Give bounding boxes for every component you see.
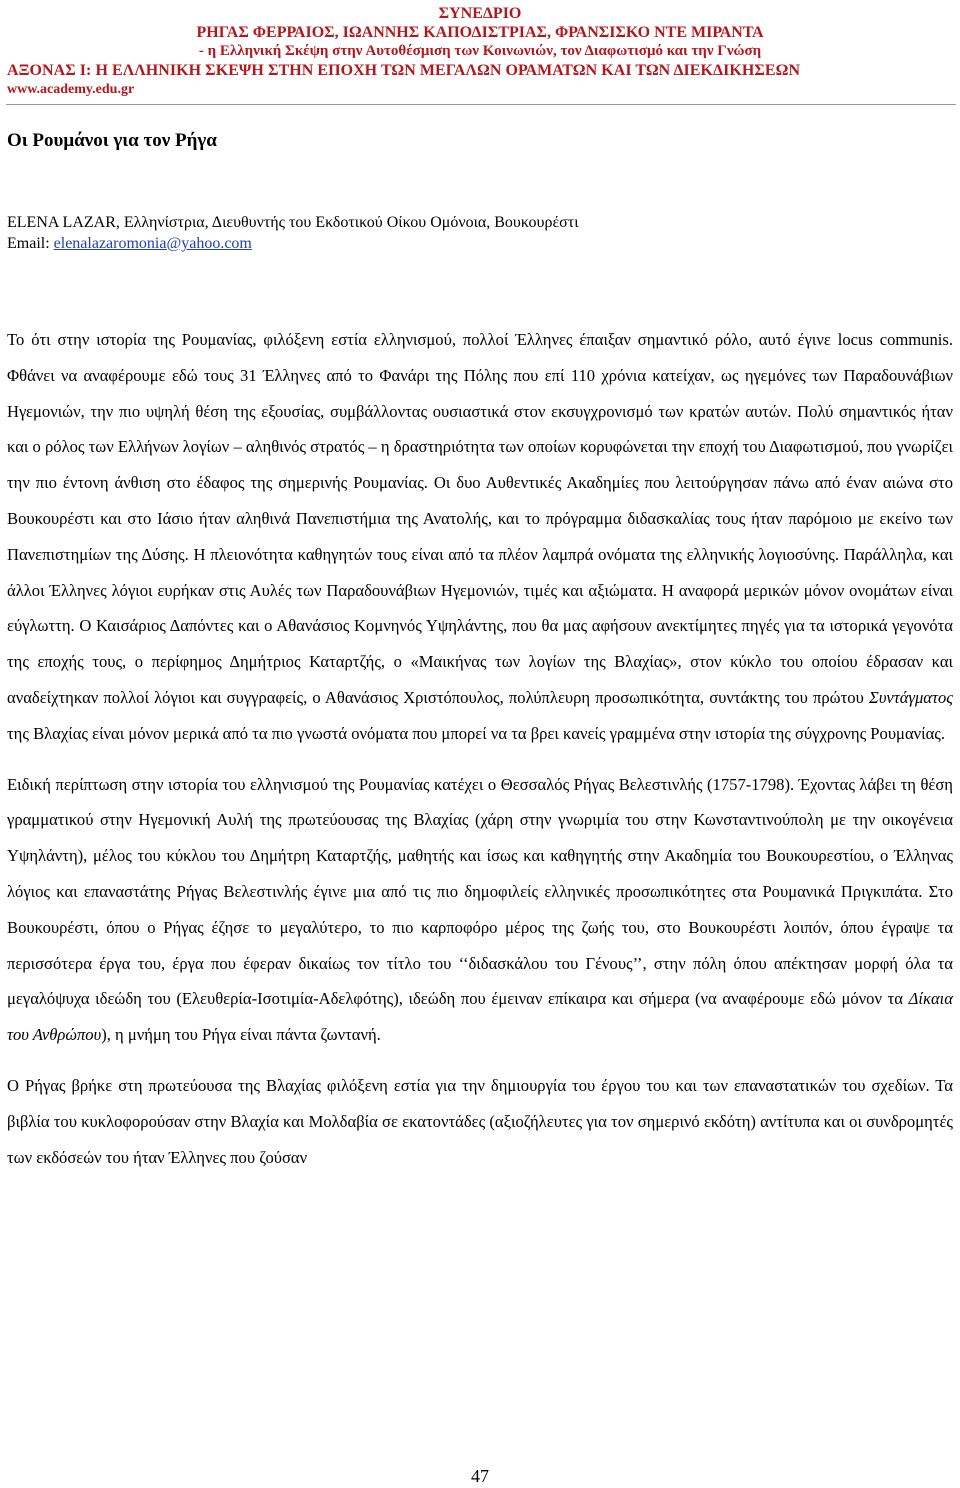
conference-header	[0, 4, 960, 99]
paragraph-2-text: Ειδική περίπτωση στην ιστορία του ελληνισμού της Ρουμανίας κατέχει ο Θεσσαλός Ρήγας Βελεστινλής (1757-1798). Έχοντας λάβει τη θέση γραμματικού στην Ηγεμονική Αυλή της πρωτεύουσας της Βλαχίας (χάρη στην γνωριμία του στην Κωνσταντινούπολη με την οικογένεια Υψηλάντη), μέλος του κύκλου του Δημήτρη Καταρτζής, μαθητής και ίσως και καθηγητής στην Ακαδημία του Βουκουρεστίου, ο Έλληνας λόγιος και επαναστάτης Ρήγας Βελεστινλής έγινε μια από τις πιο δημοφιλείς ελληνικές προσωπικότητες στα Ρουμανικά Πριγκιπάτα. Στο Βουκουρέστι, όπου ο Ρήγας έζησε το μεγαλύτερο, το πιο καρποφόρο μέρος της ζωής του, στο Βουκουρέστι λοιπόν, όπου έγραψε τα περισσότερα έργα του, έργα που έφεραν δικαίως τον τίτλο του ‘‘διδασκάλου του Γένους’’, στην πόλη όπου απέκτησαν μορφή όλα τα μεγαλόψυχα ιδεώδη του (Ελευθερία-Ισοτιμία-Αδελφότης), ιδεώδη που έμειναν επίκαιρα και σήμερα (να αναφέρουμε εδώ μόνον τα	[7, 774, 953, 1009]
author-block	[7, 212, 579, 254]
header-divider	[6, 104, 956, 105]
conference-axis: ΑΞΟΝΑΣ Ι: Η ΕΛΛΗΝΙΚΗ ΣΚΕΨΗ ΣΤΗΝ ΕΠΟΧΗ ΤΩΝ ΜΕΓΑΛΩΝ ΟΡΑΜΑΤΩΝ ΚΑΙ ΤΩΝ ΔΙΕΚΔΙΚΗΣΕΩΝ	[7, 62, 801, 79]
paragraph-1-italic: Συντάγματος	[868, 687, 953, 707]
paragraph-1-text: Το ότι στην ιστορία της Ρουμανίας, φιλόξενη εστία ελληνισμού, πολλοί Έλληνες έπαιξαν σημαντικό ρόλο, αυτό έγινε locus communis. Φθάνει να αναφέρουμε εδώ τους 31 Έλληνες από το Φανάρι της Πόλης που επί 110 χρόνια κατείχαν, ως ηγεμόνες των Παραδουνάβιων Ηγεμονιών, την πιο υψηλή θέση της εξουσίας, συμβάλλοντας ουσιαστικά στον εκσυγχρονισμό των κρατών αυτών. Πολύ σημαντικός ήταν και ο ρόλος των Ελλήνων λογίων – αληθινός στρατός – η δραστηριότητα των οποίων κορυφώνεται την εποχή του Διαφωτισμού, που γνωρίζει την πιο έντονη άνθιση στο έδαφος της σημερινής Ρουμανίας. Οι δυο Αυθεντικές Ακαδημίες που λειτούργησαν πάνω από έναν αιώνα στο Βουκουρέστι και στο Ιάσιο ήταν αληθινά Πανεπιστήμια της Ανατολής, και το πρόγραμμα διδασκαλίας τους ήταν παρόμοιο με εκείνο των Πανεπιστημίων της Δύσης. Η πλειονότητα καθηγητών τους είναι από τα πλέον λαμπρά ονόματα της ελληνικής λογιοσύνης. Παράλληλα, και άλλοι Έλληνες λόγιοι ευρήκαν στις Αυλές των Παραδουνάβιων Ηγεμονιών, τιμές και αξιώματα. Η αναφορά μερικών μόνον ονομάτων είναι εύγλωττη. Ο Καισάριος Δαπόντες και ο Αθανάσιος Κομνηνός Υψηλάντης, που θα μας αφήσουν ανεκτίμητες πηγές για τα ιστορικά γεγονότα της εποχής τους, ο περίφημος Δημήτριος Καταρτζής, ο «Μαικήνας των λογίων της Βλαχίας», στον κύκλο του οποίου έδρασαν και αναδείχτηκαν πολλοί λόγιοι και συγγραφείς, ο Αθανάσιος Χριστόπουλος, πολύπλευρη προσωπικότητα, συντάκτης του πρώτου	[7, 330, 953, 707]
conference-title: ΣΥΝΕΔΡΙΟ	[438, 5, 522, 22]
page-number: 47	[471, 1466, 489, 1486]
email-line	[7, 233, 579, 254]
email-label: Email:	[7, 235, 54, 252]
paragraph-1	[7, 322, 953, 752]
paragraph-3	[7, 1068, 953, 1175]
article-title: Οι Ρουμάνοι για τον Ρήγα	[7, 130, 217, 151]
conference-url[interactable]: www.academy.edu.gr	[7, 82, 135, 97]
article-body	[7, 322, 953, 1190]
email-link[interactable]: elenalazaromonia@yahoo.com	[53, 235, 252, 252]
paragraph-2	[7, 767, 953, 1053]
author-line: ELENA LAZAR, Ελληνίστρια, Διευθυντής του Εκδοτικού Οίκου Ομόνοια, Βουκουρέστι	[7, 214, 579, 231]
paragraph-3-text: Ο Ρήγας βρήκε στη πρωτεύουσα της Βλαχίας φιλόξενη εστία για την δημιουργία του έργου του και των επαναστατικών του σχεδίων. Τα βιβλία του κυκλοφορούσαν στην Βλαχία και Μολδαβία σε εκατοντάδες (αξιοζήλευτες για τον σημερινό εκδότη) αντίτυπα και οι συνδρομητές των εκδόσεών του ήταν Έλληνες που ζούσαν	[7, 1075, 953, 1167]
conference-subtitle: - η Ελληνική Σκέψη στην Αυτοθέσμιση των Κοινωνιών, τον Διαφωτισμό και την Γνώση	[198, 43, 762, 59]
paragraph-2-italic: Δίκαια του Ανθρώπου	[7, 989, 953, 1045]
conference-names: ΡΗΓΑΣ ΦΕΡΡΑΙΟΣ, ΙΩΑΝΝΗΣ ΚΑΠΟΔΙΣΤΡΙΑΣ, ΦΡΑΝΣΙΣΚΟ ΝΤΕ ΜΙΡΑΝΤΑ	[196, 24, 764, 41]
paragraph-1-end: της Βλαχίας είναι μόνον μερικά από τα πιο γνωστά ονόματα που μπορεί να τα βρει κανείς γραμμένα στην ιστορία της σύγχρονης Ρουμανίας.	[7, 723, 946, 743]
paragraph-2-end: ), η μνήμη του Ρήγα είναι πάντα ζωντανή.	[101, 1025, 381, 1045]
